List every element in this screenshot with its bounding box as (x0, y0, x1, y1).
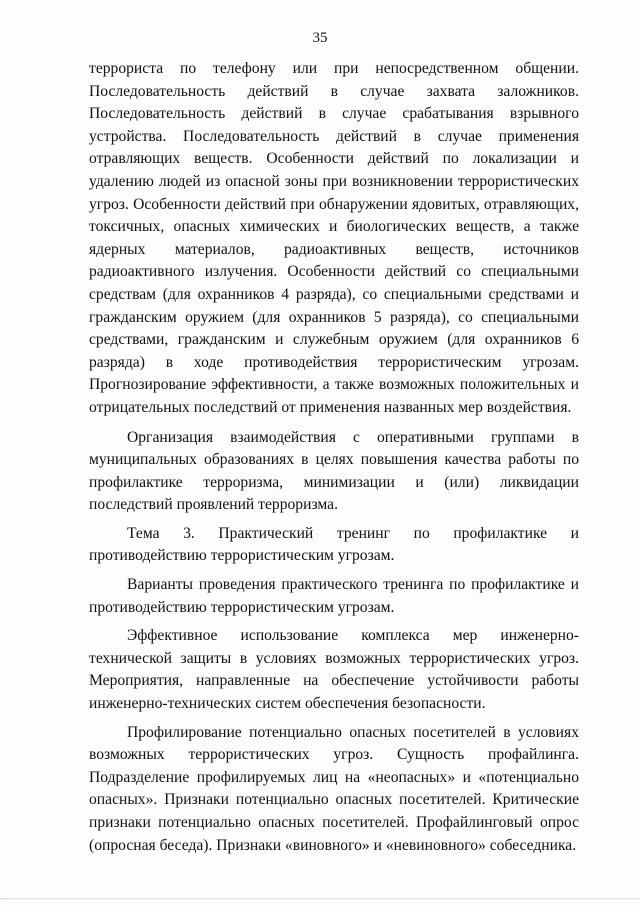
page-number: 35 (312, 30, 328, 46)
topic-heading: Тема 3. Практический тренинг по профилактике и противодействию террористическим угрозам. (89, 524, 579, 565)
paragraph-engineering-protection: Эффективное использование комплекса мер инженерно-технической защиты в условиях возможных террористических угроз. Мероприятия, направленные на обеспечение устойчивости работы инженерно-технических систем обеспечения безопасности. (89, 627, 579, 713)
paragraph-training-variants: Варианты проведения практического тренинга по профилактике и противодействию террористическим угрозам. (89, 576, 579, 616)
paragraph-continuation: террориста по телефону или при непосредственном общении. Последовательность действий в случае захвата заложников. Последовательность действий в случае срабатывания взрывного устройства. Последовательность действий в случае применения отравляющих веществ. Особенности действий по локализации и удалению людей из опасной зоны при возникновении террористических угроз. Особенности действий при обнаружении ядовитых, отравляющих, токсичных, опасных химических и биологических веществ, а также ядерных материалов, радиоактивных веществ, источников радиоактивного излучения. Особенности действий со специальными средствам (для охранников 4 разряда), со специальными средствами и гражданским оружием (для охранников 5 разряда), со специальными средствами, гражданским и служебным оружием (для охранников 6 разряда) в ходе противодействия террористическим угрозам. Прогнозирование эффективности, а также возможных положительных и отрицательных последствий от применения названных мер воздействия. (89, 60, 579, 416)
paragraph-profiling: Профилирование потенциально опасных посетителей в условиях возможных террористических угроз. Сущность профайлинга. Подразделение профилируемых лиц на «неопасных» и «потенциально опасных». Признаки потенциально опасных посетителей. Критические признаки потенциально опасных посетителей. Профайлинговый опрос (опросная беседа). Признаки «виновного» и «невиновного» собеседника. (89, 723, 579, 854)
page-bottom-edge (0, 898, 640, 905)
document-body (89, 58, 579, 863)
paragraph-interaction: Организация взаимодействия с оперативными группами в муниципальных образованиях в целях повышения качества работы по профилактике терроризма, минимизации и (или) ликвидации последствий проявлений терроризма. (89, 428, 579, 514)
